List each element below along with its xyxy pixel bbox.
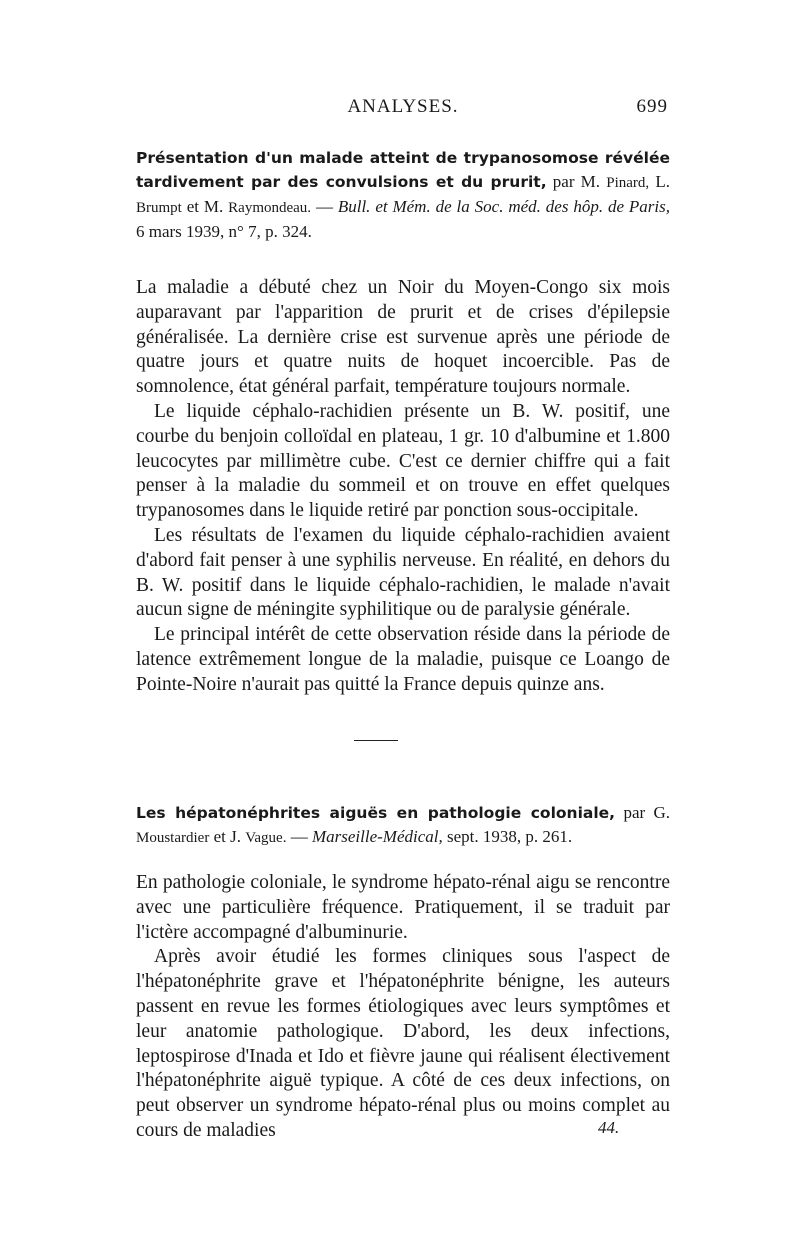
entry-1-source: Bull. et Mém. de la Soc. méd. des hôp. de Paris, xyxy=(337,197,671,216)
entry-1-date: 6 mars 1939, n° 7, p. 324. xyxy=(136,222,312,241)
page-number: 699 xyxy=(636,96,668,117)
entry-2-title: Les hépatonéphrites aiguës en pathologie coloniale, xyxy=(136,804,616,822)
signature-mark: 44. xyxy=(598,1118,620,1137)
section-divider xyxy=(354,740,398,741)
entry-1-par: par M. xyxy=(552,172,601,191)
entry-1-heading xyxy=(136,146,670,243)
entry-2-date: sept. 1938, p. 261. xyxy=(446,827,573,846)
entry-1-title: Présentation d'un malade atteint de trypanosomose révélée tardivement par des convulsions et du prurit, xyxy=(136,149,670,191)
entry-1-author-2: Brumpt xyxy=(136,200,182,216)
entry-2-paragraph-2: Après avoir étudié les formes cliniques sous l'aspect de l'hépatonéphrite grave et l'hépatonéphrite bénigne, les auteurs passent en revue les formes étiologiques avec leurs symptômes et leur anatomie pathologique. D'abord, les deux infections, leptospirose d'Inada et Ido et fièvre jaune qui réalisent électivement l'hépatonéphrite aiguë typique. A côté de ces deux infections, on peut observer un syndrome hépato-rénal plus ou moins complet au cours de maladies xyxy=(136,946,670,1141)
entry-1-paragraph-4: Le principal intérêt de cette observation réside dans la période de latence extrêmement longue de la maladie, puisque ce Loango de Pointe-Noire n'aurait pas quitté la France depuis quinze ans. xyxy=(136,624,670,695)
entry-1-paragraph-2: Le liquide céphalo-rachidien présente un B. W. positif, une courbe du benjoin colloïdal en plateau, 1 gr. 10 d'albumine et 1.800 leucocytes par millimètre cube. C'est ce dernier chiffre qui a fait penser à la maladie du sommeil et on trouve en effet quelques trypanosomes dans le liquide retiré par ponction sous-occipitale. xyxy=(136,400,670,522)
entry-1-paragraph-3: Les résultats de l'examen du liquide céphalo-rachidien avaient d'abord fait penser à une syphilis nerveuse. En réalité, en dehors du B. W. positif dans le liquide céphalo-rachidien, le malade n'avait aucun signe de méningite syphilitique ou de paralysie générale. xyxy=(136,524,670,621)
entry-2-dash: — xyxy=(290,827,308,846)
entry-2-author-2: Vague. xyxy=(245,830,287,846)
entry-2-et: et J. xyxy=(213,827,241,846)
entry-1-author-1: Pinard, xyxy=(606,175,650,191)
entry-2-par: par G. xyxy=(623,803,671,822)
entry-1-author-3: Raymondeau. xyxy=(228,200,312,216)
entry-1-paragraph-1: La maladie a débuté chez un Noir du Moyen-Congo six mois auparavant par l'apparition de prurit et de crises d'épilepsie généralisée. La dernière crise est survenue après une période de quatre jours et quatre nuits de hoquet incoercible. Pas de somnolence, état général parfait, température toujours normale. xyxy=(136,277,670,398)
entry-2-paragraph-1: En pathologie coloniale, le syndrome hépato-rénal aigu se rencontre avec une particulière fréquence. Pratiquement, il se traduit par l'ictère accompagné d'albuminurie. xyxy=(136,872,670,943)
entry-1-author-2-initial: L. xyxy=(655,172,671,191)
running-title: ANALYSES. xyxy=(347,96,459,117)
running-head xyxy=(136,96,670,124)
entry-1-dash: — xyxy=(315,197,333,216)
entry-1-et: et M. xyxy=(186,197,224,216)
entry-2-body xyxy=(136,871,670,1144)
entry-2-heading xyxy=(136,801,670,850)
entry-2-source: Marseille-Médical, xyxy=(311,827,443,846)
entry-1-body xyxy=(136,276,670,698)
entry-2-author-1: Moustardier xyxy=(136,830,210,846)
